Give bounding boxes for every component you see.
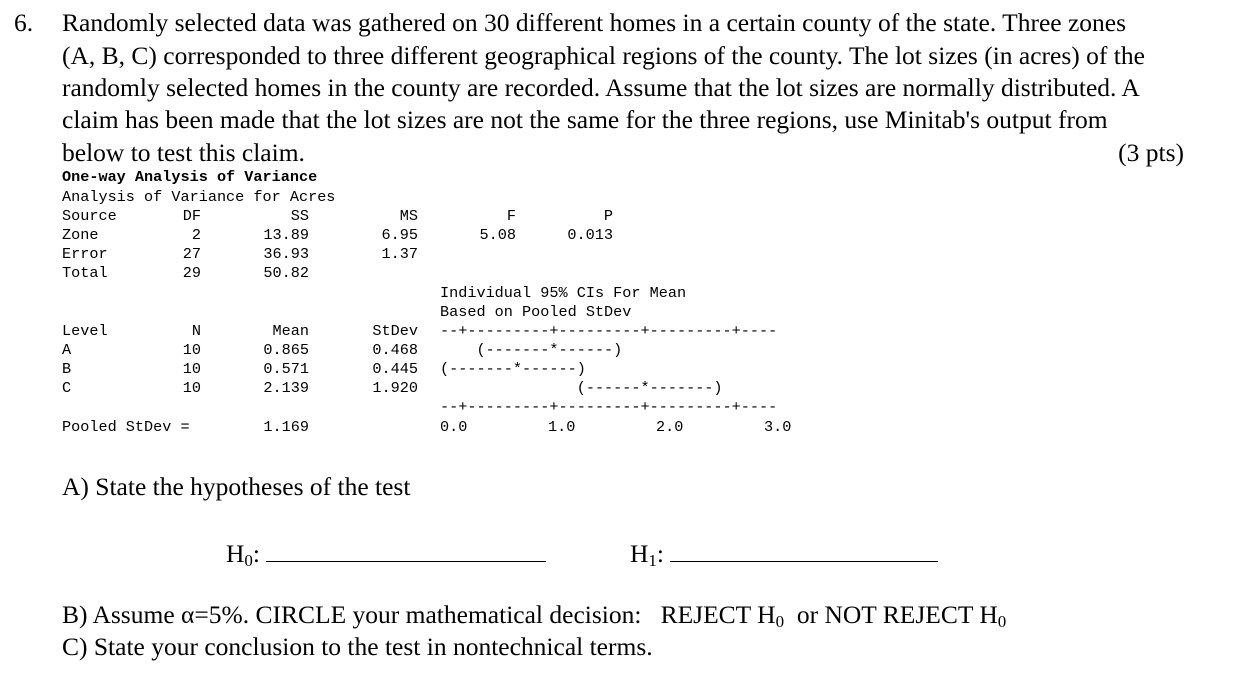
level-cell-level: C xyxy=(62,379,72,397)
anova-cell-source: Zone xyxy=(62,226,99,244)
reject-subscript: 0 xyxy=(775,612,785,631)
minitab-subtitle: Analysis of Variance for Acres xyxy=(62,188,336,206)
ci-axis-label: 2.0 xyxy=(656,418,684,436)
h1-label: H xyxy=(630,539,649,568)
ci-axis-label: 1.0 xyxy=(548,418,576,436)
ci-axis-label: 3.0 xyxy=(764,418,792,436)
h1-answer-blank[interactable] xyxy=(670,537,938,562)
anova-cell-ms: 6.95 xyxy=(381,226,418,244)
question-line-3: randomly selected homes in the county are recorded. Assume that the lot sizes are normally distributed. A xyxy=(62,73,1140,102)
anova-cell-ss: 36.93 xyxy=(263,245,309,263)
h0-answer-blank[interactable] xyxy=(266,537,546,562)
ci-subtitle: Based on Pooled StDev xyxy=(440,303,632,321)
question-line-5: below to test this claim. xyxy=(62,138,305,167)
level-cell-level: B xyxy=(62,360,72,378)
question-line-1: Randomly selected data was gathered on 30 different homes in a certain county of the state. Three zones xyxy=(62,8,1127,37)
h0-subscript: 0 xyxy=(244,551,253,570)
anova-cell-source: Error xyxy=(62,245,108,263)
pooled-stdev-label: Pooled StDev = xyxy=(62,418,190,436)
level-cell-n: 10 xyxy=(182,341,201,359)
anova-header-ss: SS xyxy=(290,207,309,225)
level-cell-stdev: 0.445 xyxy=(372,360,418,378)
ci-title: Individual 95% CIs For Mean xyxy=(440,284,687,302)
part-b-prompt: B) Assume α=5%. CIRCLE your mathematical decision: xyxy=(62,600,642,629)
ci-ruler-bottom: --+---------+---------+---------+---- xyxy=(440,398,778,416)
anova-cell-ms: 1.37 xyxy=(381,245,418,263)
level-cell-ci: (------*-------) xyxy=(440,379,723,397)
anova-cell-df: 27 xyxy=(182,245,201,263)
h1-subscript: 1 xyxy=(648,551,657,570)
reject-label: REJECT H xyxy=(660,600,776,629)
level-cell-stdev: 1.920 xyxy=(372,379,418,397)
level-cell-mean: 2.139 xyxy=(263,379,309,397)
part-c-prompt: C) State your conclusion to the test in nontechnical terms. xyxy=(62,632,653,661)
level-cell-stdev: 0.468 xyxy=(372,341,418,359)
anova-cell-p: 0.013 xyxy=(567,226,613,244)
level-header-stdev: StDev xyxy=(372,322,418,340)
anova-cell-f: 5.08 xyxy=(479,226,516,244)
level-cell-n: 10 xyxy=(182,379,201,397)
level-header-mean: Mean xyxy=(272,322,309,340)
anova-cell-ss: 50.82 xyxy=(263,264,309,282)
level-cell-mean: 0.571 xyxy=(263,360,309,378)
ci-axis-label: 0.0 xyxy=(440,418,468,436)
h0-row: $H_0$: xyxy=(226,537,546,570)
anova-header-source: Source xyxy=(62,207,117,225)
anova-cell-df: 29 xyxy=(182,264,201,282)
level-header-level: Level xyxy=(62,322,108,340)
anova-cell-source: Total xyxy=(62,264,108,282)
points-label: (3 pts) xyxy=(1118,138,1184,167)
level-cell-n: 10 xyxy=(182,360,201,378)
anova-cell-df: 2 xyxy=(191,226,201,244)
anova-header-ms: MS xyxy=(399,207,418,225)
level-cell-ci: (-------*------) xyxy=(440,341,623,359)
level-cell-mean: 0.865 xyxy=(263,341,309,359)
anova-cell-ss: 13.89 xyxy=(263,226,309,244)
question-line-2: (A, B, C) corresponded to three different geographical regions of the county. The lot sizes (in acres) of the xyxy=(62,41,1145,70)
level-header-n: N xyxy=(191,322,201,340)
not-reject-option[interactable] xyxy=(797,600,1006,629)
part-b-row xyxy=(62,599,1006,631)
anova-header-df: DF xyxy=(182,207,201,225)
anova-header-f: F xyxy=(506,207,516,225)
level-cell-level: A xyxy=(62,341,72,359)
pooled-stdev-value: 1.169 xyxy=(263,418,309,436)
level-cell-ci: (-------*------) xyxy=(440,360,586,378)
question-number: 6. xyxy=(14,8,34,37)
not-reject-subscript: 0 xyxy=(997,612,1007,631)
anova-header-p: P xyxy=(603,207,613,225)
ci-ruler-top: --+---------+---------+---------+---- xyxy=(440,322,778,340)
not-reject-label: or NOT REJECT H xyxy=(796,600,998,629)
h0-label: H xyxy=(226,539,245,568)
part-a-prompt: A) State the hypotheses of the test xyxy=(62,472,411,501)
question-line-4: claim has been made that the lot sizes are not the same for the three regions, use Minitab's output from xyxy=(62,105,1108,134)
h1-row: $H_1$: xyxy=(630,537,938,570)
reject-option[interactable] xyxy=(661,600,785,629)
minitab-title: One-way Analysis of Variance xyxy=(62,168,318,186)
